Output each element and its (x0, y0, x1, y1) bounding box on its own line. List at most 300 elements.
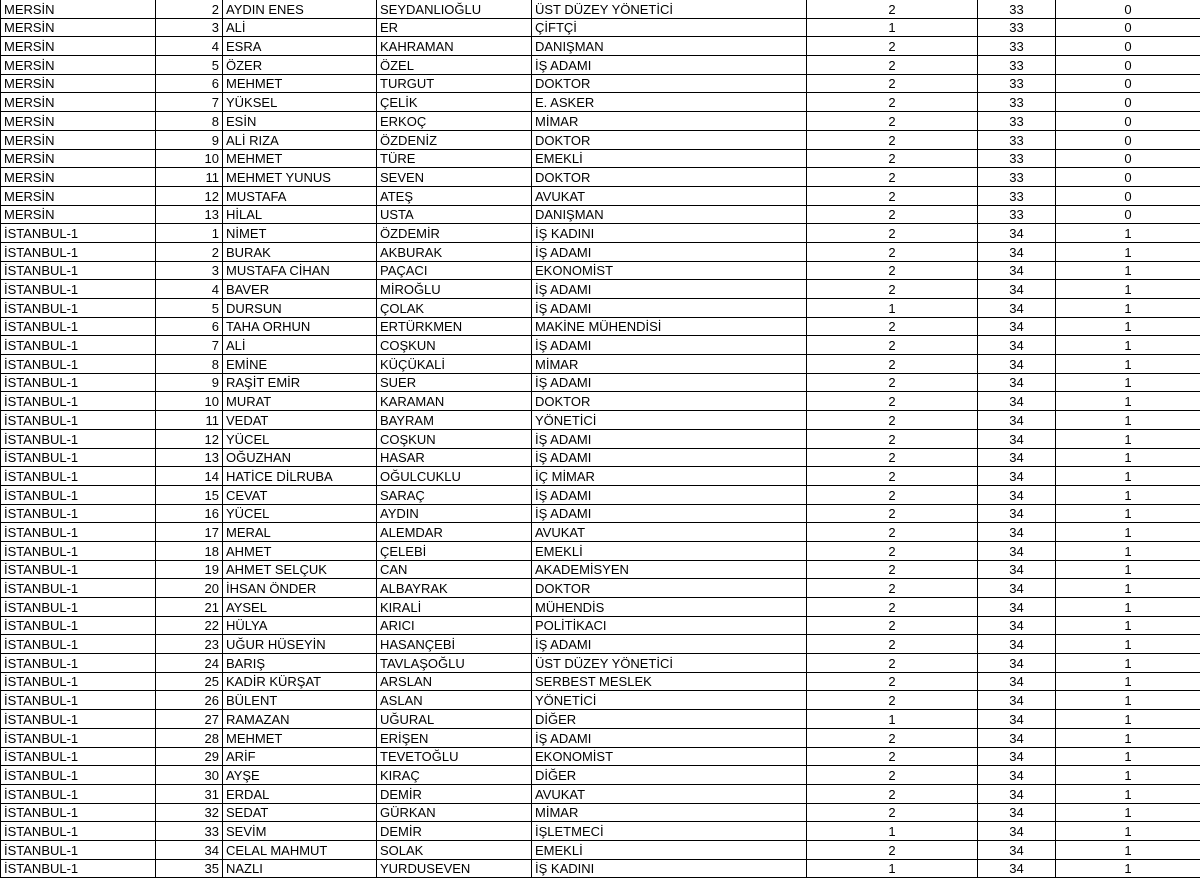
first-name-cell[interactable]: MURAT (223, 392, 377, 411)
profession-cell[interactable]: EMEKLİ (532, 541, 807, 560)
last-name-cell[interactable]: PAÇACI (377, 261, 532, 280)
city-cell[interactable]: İSTANBUL-1 (1, 523, 156, 542)
code-cell[interactable]: 2 (807, 168, 978, 187)
code-cell[interactable]: 2 (807, 224, 978, 243)
flag-cell[interactable]: 1 (1056, 560, 1200, 579)
flag-cell[interactable]: 1 (1056, 373, 1200, 392)
code-cell[interactable]: 2 (807, 130, 978, 149)
profession-cell[interactable]: YÖNETİCİ (532, 411, 807, 430)
flag-cell[interactable]: 1 (1056, 299, 1200, 318)
code-cell[interactable]: 2 (807, 840, 978, 859)
flag-cell[interactable]: 0 (1056, 168, 1200, 187)
last-name-cell[interactable]: ÖZEL (377, 56, 532, 75)
flag-cell[interactable]: 1 (1056, 280, 1200, 299)
city-cell[interactable]: İSTANBUL-1 (1, 579, 156, 598)
flag-cell[interactable]: 1 (1056, 747, 1200, 766)
city-cell[interactable]: İSTANBUL-1 (1, 654, 156, 673)
city-cell[interactable]: İSTANBUL-1 (1, 485, 156, 504)
first-name-cell[interactable]: BURAK (223, 242, 377, 261)
profession-cell[interactable]: İŞ ADAMI (532, 429, 807, 448)
flag-cell[interactable]: 1 (1056, 242, 1200, 261)
rank-cell[interactable]: 4 (156, 280, 223, 299)
first-name-cell[interactable]: MEHMET YUNUS (223, 168, 377, 187)
region-code-cell[interactable]: 33 (978, 149, 1056, 168)
city-cell[interactable]: MERSİN (1, 130, 156, 149)
region-code-cell[interactable]: 34 (978, 803, 1056, 822)
city-cell[interactable]: MERSİN (1, 205, 156, 224)
first-name-cell[interactable]: HATİCE DİLRUBA (223, 467, 377, 486)
flag-cell[interactable]: 1 (1056, 541, 1200, 560)
last-name-cell[interactable]: ATEŞ (377, 186, 532, 205)
last-name-cell[interactable]: YURDUSEVEN (377, 859, 532, 878)
flag-cell[interactable]: 1 (1056, 840, 1200, 859)
profession-cell[interactable]: İŞ ADAMI (532, 485, 807, 504)
code-cell[interactable]: 2 (807, 560, 978, 579)
profession-cell[interactable]: ÜST DÜZEY YÖNETİCİ (532, 654, 807, 673)
city-cell[interactable]: İSTANBUL-1 (1, 336, 156, 355)
first-name-cell[interactable]: BÜLENT (223, 691, 377, 710)
city-cell[interactable]: İSTANBUL-1 (1, 261, 156, 280)
city-cell[interactable]: İSTANBUL-1 (1, 373, 156, 392)
flag-cell[interactable]: 1 (1056, 803, 1200, 822)
first-name-cell[interactable]: ÖZER (223, 56, 377, 75)
first-name-cell[interactable]: RAMAZAN (223, 710, 377, 729)
region-code-cell[interactable]: 33 (978, 18, 1056, 37)
region-code-cell[interactable]: 34 (978, 280, 1056, 299)
flag-cell[interactable]: 1 (1056, 598, 1200, 617)
city-cell[interactable]: İSTANBUL-1 (1, 541, 156, 560)
city-cell[interactable]: İSTANBUL-1 (1, 242, 156, 261)
profession-cell[interactable]: İŞ ADAMI (532, 56, 807, 75)
profession-cell[interactable]: EKONOMİST (532, 261, 807, 280)
rank-cell[interactable]: 14 (156, 467, 223, 486)
region-code-cell[interactable]: 34 (978, 411, 1056, 430)
flag-cell[interactable]: 1 (1056, 355, 1200, 374)
rank-cell[interactable]: 13 (156, 205, 223, 224)
region-code-cell[interactable]: 34 (978, 728, 1056, 747)
first-name-cell[interactable]: AYSEL (223, 598, 377, 617)
code-cell[interactable]: 2 (807, 803, 978, 822)
flag-cell[interactable]: 1 (1056, 766, 1200, 785)
last-name-cell[interactable]: OĞULCUKLU (377, 467, 532, 486)
last-name-cell[interactable]: ÇELEBİ (377, 541, 532, 560)
region-code-cell[interactable]: 34 (978, 448, 1056, 467)
profession-cell[interactable]: ÜST DÜZEY YÖNETİCİ (532, 0, 807, 18)
city-cell[interactable]: İSTANBUL-1 (1, 766, 156, 785)
rank-cell[interactable]: 35 (156, 859, 223, 878)
last-name-cell[interactable]: GÜRKAN (377, 803, 532, 822)
code-cell[interactable]: 2 (807, 336, 978, 355)
rank-cell[interactable]: 9 (156, 373, 223, 392)
rank-cell[interactable]: 1 (156, 224, 223, 243)
region-code-cell[interactable]: 34 (978, 261, 1056, 280)
rank-cell[interactable]: 7 (156, 93, 223, 112)
flag-cell[interactable]: 0 (1056, 149, 1200, 168)
city-cell[interactable]: İSTANBUL-1 (1, 299, 156, 318)
code-cell[interactable]: 2 (807, 747, 978, 766)
city-cell[interactable]: İSTANBUL-1 (1, 355, 156, 374)
code-cell[interactable]: 2 (807, 728, 978, 747)
first-name-cell[interactable]: CELAL MAHMUT (223, 840, 377, 859)
code-cell[interactable]: 2 (807, 355, 978, 374)
code-cell[interactable]: 1 (807, 822, 978, 841)
flag-cell[interactable]: 0 (1056, 37, 1200, 56)
first-name-cell[interactable]: MUSTAFA CİHAN (223, 261, 377, 280)
last-name-cell[interactable]: SOLAK (377, 840, 532, 859)
region-code-cell[interactable]: 34 (978, 579, 1056, 598)
flag-cell[interactable]: 1 (1056, 411, 1200, 430)
flag-cell[interactable]: 1 (1056, 822, 1200, 841)
rank-cell[interactable]: 15 (156, 485, 223, 504)
profession-cell[interactable]: MİMAR (532, 112, 807, 131)
flag-cell[interactable]: 1 (1056, 523, 1200, 542)
last-name-cell[interactable]: SEVEN (377, 168, 532, 187)
rank-cell[interactable]: 7 (156, 336, 223, 355)
region-code-cell[interactable]: 34 (978, 541, 1056, 560)
flag-cell[interactable]: 0 (1056, 130, 1200, 149)
last-name-cell[interactable]: USTA (377, 205, 532, 224)
last-name-cell[interactable]: ALBAYRAK (377, 579, 532, 598)
region-code-cell[interactable]: 34 (978, 560, 1056, 579)
city-cell[interactable]: MERSİN (1, 56, 156, 75)
rank-cell[interactable]: 11 (156, 411, 223, 430)
profession-cell[interactable]: İŞ ADAMI (532, 299, 807, 318)
rank-cell[interactable]: 10 (156, 149, 223, 168)
code-cell[interactable]: 2 (807, 485, 978, 504)
city-cell[interactable]: İSTANBUL-1 (1, 560, 156, 579)
code-cell[interactable]: 2 (807, 261, 978, 280)
city-cell[interactable]: MERSİN (1, 149, 156, 168)
first-name-cell[interactable]: EMİNE (223, 355, 377, 374)
first-name-cell[interactable]: SEDAT (223, 803, 377, 822)
last-name-cell[interactable]: MİROĞLU (377, 280, 532, 299)
region-code-cell[interactable]: 33 (978, 93, 1056, 112)
last-name-cell[interactable]: KARAMAN (377, 392, 532, 411)
flag-cell[interactable]: 1 (1056, 691, 1200, 710)
flag-cell[interactable]: 0 (1056, 0, 1200, 18)
flag-cell[interactable]: 0 (1056, 205, 1200, 224)
rank-cell[interactable]: 11 (156, 168, 223, 187)
first-name-cell[interactable]: AHMET (223, 541, 377, 560)
last-name-cell[interactable]: ARICI (377, 616, 532, 635)
first-name-cell[interactable]: YÜCEL (223, 429, 377, 448)
profession-cell[interactable]: DOKTOR (532, 392, 807, 411)
city-cell[interactable]: İSTANBUL-1 (1, 710, 156, 729)
first-name-cell[interactable]: AYŞE (223, 766, 377, 785)
code-cell[interactable]: 2 (807, 0, 978, 18)
rank-cell[interactable]: 5 (156, 299, 223, 318)
last-name-cell[interactable]: SUER (377, 373, 532, 392)
city-cell[interactable]: İSTANBUL-1 (1, 859, 156, 878)
first-name-cell[interactable]: CEVAT (223, 485, 377, 504)
rank-cell[interactable]: 19 (156, 560, 223, 579)
code-cell[interactable]: 1 (807, 859, 978, 878)
last-name-cell[interactable]: TÜRE (377, 149, 532, 168)
last-name-cell[interactable]: BAYRAM (377, 411, 532, 430)
rank-cell[interactable]: 34 (156, 840, 223, 859)
city-cell[interactable]: İSTANBUL-1 (1, 803, 156, 822)
city-cell[interactable]: İSTANBUL-1 (1, 747, 156, 766)
flag-cell[interactable]: 1 (1056, 784, 1200, 803)
last-name-cell[interactable]: TEVETOĞLU (377, 747, 532, 766)
city-cell[interactable]: İSTANBUL-1 (1, 317, 156, 336)
region-code-cell[interactable]: 34 (978, 504, 1056, 523)
flag-cell[interactable]: 1 (1056, 317, 1200, 336)
profession-cell[interactable]: DANIŞMAN (532, 205, 807, 224)
city-cell[interactable]: İSTANBUL-1 (1, 672, 156, 691)
flag-cell[interactable]: 0 (1056, 74, 1200, 93)
code-cell[interactable]: 2 (807, 112, 978, 131)
first-name-cell[interactable]: RAŞİT EMİR (223, 373, 377, 392)
flag-cell[interactable]: 1 (1056, 504, 1200, 523)
last-name-cell[interactable]: DEMİR (377, 822, 532, 841)
profession-cell[interactable]: İÇ MİMAR (532, 467, 807, 486)
profession-cell[interactable]: İŞLETMECİ (532, 822, 807, 841)
region-code-cell[interactable]: 34 (978, 672, 1056, 691)
last-name-cell[interactable]: ERKOÇ (377, 112, 532, 131)
region-code-cell[interactable]: 34 (978, 467, 1056, 486)
last-name-cell[interactable]: UĞURAL (377, 710, 532, 729)
last-name-cell[interactable]: ÇOLAK (377, 299, 532, 318)
city-cell[interactable]: İSTANBUL-1 (1, 448, 156, 467)
profession-cell[interactable]: EMEKLİ (532, 840, 807, 859)
region-code-cell[interactable]: 34 (978, 840, 1056, 859)
region-code-cell[interactable]: 33 (978, 205, 1056, 224)
last-name-cell[interactable]: ÖZDENİZ (377, 130, 532, 149)
flag-cell[interactable]: 1 (1056, 710, 1200, 729)
city-cell[interactable]: MERSİN (1, 18, 156, 37)
first-name-cell[interactable]: ERDAL (223, 784, 377, 803)
rank-cell[interactable]: 24 (156, 654, 223, 673)
rank-cell[interactable]: 25 (156, 672, 223, 691)
region-code-cell[interactable]: 34 (978, 299, 1056, 318)
code-cell[interactable]: 2 (807, 448, 978, 467)
region-code-cell[interactable]: 33 (978, 56, 1056, 75)
profession-cell[interactable]: İŞ ADAMI (532, 373, 807, 392)
code-cell[interactable]: 2 (807, 691, 978, 710)
last-name-cell[interactable]: AYDIN (377, 504, 532, 523)
code-cell[interactable]: 2 (807, 317, 978, 336)
first-name-cell[interactable]: NİMET (223, 224, 377, 243)
rank-cell[interactable]: 2 (156, 242, 223, 261)
profession-cell[interactable]: SERBEST MESLEK (532, 672, 807, 691)
profession-cell[interactable]: İŞ ADAMI (532, 242, 807, 261)
rank-cell[interactable]: 8 (156, 355, 223, 374)
first-name-cell[interactable]: VEDAT (223, 411, 377, 430)
rank-cell[interactable]: 16 (156, 504, 223, 523)
profession-cell[interactable]: İŞ KADINI (532, 224, 807, 243)
rank-cell[interactable]: 12 (156, 186, 223, 205)
rank-cell[interactable]: 26 (156, 691, 223, 710)
region-code-cell[interactable]: 33 (978, 168, 1056, 187)
rank-cell[interactable]: 6 (156, 317, 223, 336)
rank-cell[interactable]: 27 (156, 710, 223, 729)
rank-cell[interactable]: 17 (156, 523, 223, 542)
last-name-cell[interactable]: KIRAÇ (377, 766, 532, 785)
last-name-cell[interactable]: TURGUT (377, 74, 532, 93)
profession-cell[interactable]: İŞ KADINI (532, 859, 807, 878)
flag-cell[interactable]: 0 (1056, 112, 1200, 131)
city-cell[interactable]: MERSİN (1, 168, 156, 187)
last-name-cell[interactable]: KIRALİ (377, 598, 532, 617)
first-name-cell[interactable]: ESİN (223, 112, 377, 131)
last-name-cell[interactable]: ER (377, 18, 532, 37)
profession-cell[interactable]: DOKTOR (532, 130, 807, 149)
profession-cell[interactable]: İŞ ADAMI (532, 280, 807, 299)
rank-cell[interactable]: 3 (156, 261, 223, 280)
region-code-cell[interactable]: 33 (978, 37, 1056, 56)
code-cell[interactable]: 2 (807, 149, 978, 168)
first-name-cell[interactable]: MERAL (223, 523, 377, 542)
flag-cell[interactable]: 1 (1056, 859, 1200, 878)
profession-cell[interactable]: AVUKAT (532, 784, 807, 803)
flag-cell[interactable]: 0 (1056, 93, 1200, 112)
city-cell[interactable]: İSTANBUL-1 (1, 411, 156, 430)
city-cell[interactable]: MERSİN (1, 112, 156, 131)
region-code-cell[interactable]: 33 (978, 130, 1056, 149)
region-code-cell[interactable]: 34 (978, 336, 1056, 355)
profession-cell[interactable]: İŞ ADAMI (532, 635, 807, 654)
region-code-cell[interactable]: 34 (978, 485, 1056, 504)
flag-cell[interactable]: 1 (1056, 392, 1200, 411)
last-name-cell[interactable]: ASLAN (377, 691, 532, 710)
code-cell[interactable]: 2 (807, 616, 978, 635)
last-name-cell[interactable]: ERTÜRKMEN (377, 317, 532, 336)
code-cell[interactable]: 1 (807, 710, 978, 729)
first-name-cell[interactable]: OĞUZHAN (223, 448, 377, 467)
last-name-cell[interactable]: COŞKUN (377, 336, 532, 355)
first-name-cell[interactable]: UĞUR HÜSEYİN (223, 635, 377, 654)
profession-cell[interactable]: ÇİFTÇİ (532, 18, 807, 37)
rank-cell[interactable]: 30 (156, 766, 223, 785)
code-cell[interactable]: 1 (807, 18, 978, 37)
code-cell[interactable]: 2 (807, 766, 978, 785)
last-name-cell[interactable]: KÜÇÜKALİ (377, 355, 532, 374)
last-name-cell[interactable]: COŞKUN (377, 429, 532, 448)
last-name-cell[interactable]: SEYDANLIOĞLU (377, 0, 532, 18)
flag-cell[interactable]: 1 (1056, 728, 1200, 747)
city-cell[interactable]: İSTANBUL-1 (1, 840, 156, 859)
region-code-cell[interactable]: 33 (978, 74, 1056, 93)
rank-cell[interactable]: 21 (156, 598, 223, 617)
profession-cell[interactable]: İŞ ADAMI (532, 336, 807, 355)
flag-cell[interactable]: 1 (1056, 336, 1200, 355)
code-cell[interactable]: 2 (807, 635, 978, 654)
flag-cell[interactable]: 0 (1056, 186, 1200, 205)
flag-cell[interactable]: 1 (1056, 467, 1200, 486)
region-code-cell[interactable]: 34 (978, 355, 1056, 374)
first-name-cell[interactable]: AHMET SELÇUK (223, 560, 377, 579)
rank-cell[interactable]: 5 (156, 56, 223, 75)
region-code-cell[interactable]: 34 (978, 822, 1056, 841)
flag-cell[interactable]: 1 (1056, 635, 1200, 654)
first-name-cell[interactable]: MUSTAFA (223, 186, 377, 205)
region-code-cell[interactable]: 34 (978, 766, 1056, 785)
city-cell[interactable]: İSTANBUL-1 (1, 504, 156, 523)
profession-cell[interactable]: AVUKAT (532, 523, 807, 542)
profession-cell[interactable]: DOKTOR (532, 579, 807, 598)
flag-cell[interactable]: 1 (1056, 429, 1200, 448)
code-cell[interactable]: 2 (807, 504, 978, 523)
flag-cell[interactable]: 1 (1056, 654, 1200, 673)
profession-cell[interactable]: EMEKLİ (532, 149, 807, 168)
rank-cell[interactable]: 4 (156, 37, 223, 56)
code-cell[interactable]: 2 (807, 579, 978, 598)
first-name-cell[interactable]: HÜLYA (223, 616, 377, 635)
region-code-cell[interactable]: 34 (978, 429, 1056, 448)
first-name-cell[interactable]: ARİF (223, 747, 377, 766)
first-name-cell[interactable]: MEHMET (223, 74, 377, 93)
region-code-cell[interactable]: 34 (978, 523, 1056, 542)
profession-cell[interactable]: E. ASKER (532, 93, 807, 112)
flag-cell[interactable]: 1 (1056, 672, 1200, 691)
profession-cell[interactable]: İŞ ADAMI (532, 504, 807, 523)
last-name-cell[interactable]: ÇELİK (377, 93, 532, 112)
code-cell[interactable]: 2 (807, 411, 978, 430)
rank-cell[interactable]: 18 (156, 541, 223, 560)
city-cell[interactable]: MERSİN (1, 37, 156, 56)
first-name-cell[interactable]: YÜKSEL (223, 93, 377, 112)
city-cell[interactable]: MERSİN (1, 0, 156, 18)
region-code-cell[interactable]: 34 (978, 392, 1056, 411)
code-cell[interactable]: 2 (807, 541, 978, 560)
first-name-cell[interactable]: DURSUN (223, 299, 377, 318)
rank-cell[interactable]: 2 (156, 0, 223, 18)
region-code-cell[interactable]: 34 (978, 224, 1056, 243)
first-name-cell[interactable]: SEVİM (223, 822, 377, 841)
last-name-cell[interactable]: SARAÇ (377, 485, 532, 504)
last-name-cell[interactable]: ERİŞEN (377, 728, 532, 747)
city-cell[interactable]: MERSİN (1, 186, 156, 205)
city-cell[interactable]: İSTANBUL-1 (1, 784, 156, 803)
rank-cell[interactable]: 23 (156, 635, 223, 654)
profession-cell[interactable]: POLİTİKACI (532, 616, 807, 635)
city-cell[interactable]: İSTANBUL-1 (1, 392, 156, 411)
city-cell[interactable]: İSTANBUL-1 (1, 728, 156, 747)
first-name-cell[interactable]: ALİ (223, 336, 377, 355)
code-cell[interactable]: 2 (807, 205, 978, 224)
flag-cell[interactable]: 1 (1056, 485, 1200, 504)
first-name-cell[interactable]: NAZLI (223, 859, 377, 878)
first-name-cell[interactable]: ALİ (223, 18, 377, 37)
city-cell[interactable]: İSTANBUL-1 (1, 224, 156, 243)
rank-cell[interactable]: 3 (156, 18, 223, 37)
region-code-cell[interactable]: 34 (978, 710, 1056, 729)
profession-cell[interactable]: EKONOMİST (532, 747, 807, 766)
code-cell[interactable]: 2 (807, 523, 978, 542)
last-name-cell[interactable]: DEMİR (377, 784, 532, 803)
profession-cell[interactable]: MİMAR (532, 803, 807, 822)
region-code-cell[interactable]: 33 (978, 112, 1056, 131)
rank-cell[interactable]: 22 (156, 616, 223, 635)
last-name-cell[interactable]: ÖZDEMİR (377, 224, 532, 243)
code-cell[interactable]: 2 (807, 598, 978, 617)
rank-cell[interactable]: 20 (156, 579, 223, 598)
flag-cell[interactable]: 1 (1056, 261, 1200, 280)
region-code-cell[interactable]: 33 (978, 0, 1056, 18)
profession-cell[interactable]: AVUKAT (532, 186, 807, 205)
region-code-cell[interactable]: 34 (978, 242, 1056, 261)
city-cell[interactable]: İSTANBUL-1 (1, 635, 156, 654)
last-name-cell[interactable]: ALEMDAR (377, 523, 532, 542)
last-name-cell[interactable]: ARSLAN (377, 672, 532, 691)
profession-cell[interactable]: DİĞER (532, 710, 807, 729)
flag-cell[interactable]: 1 (1056, 224, 1200, 243)
city-cell[interactable]: MERSİN (1, 74, 156, 93)
region-code-cell[interactable]: 34 (978, 598, 1056, 617)
code-cell[interactable]: 2 (807, 37, 978, 56)
first-name-cell[interactable]: HİLAL (223, 205, 377, 224)
